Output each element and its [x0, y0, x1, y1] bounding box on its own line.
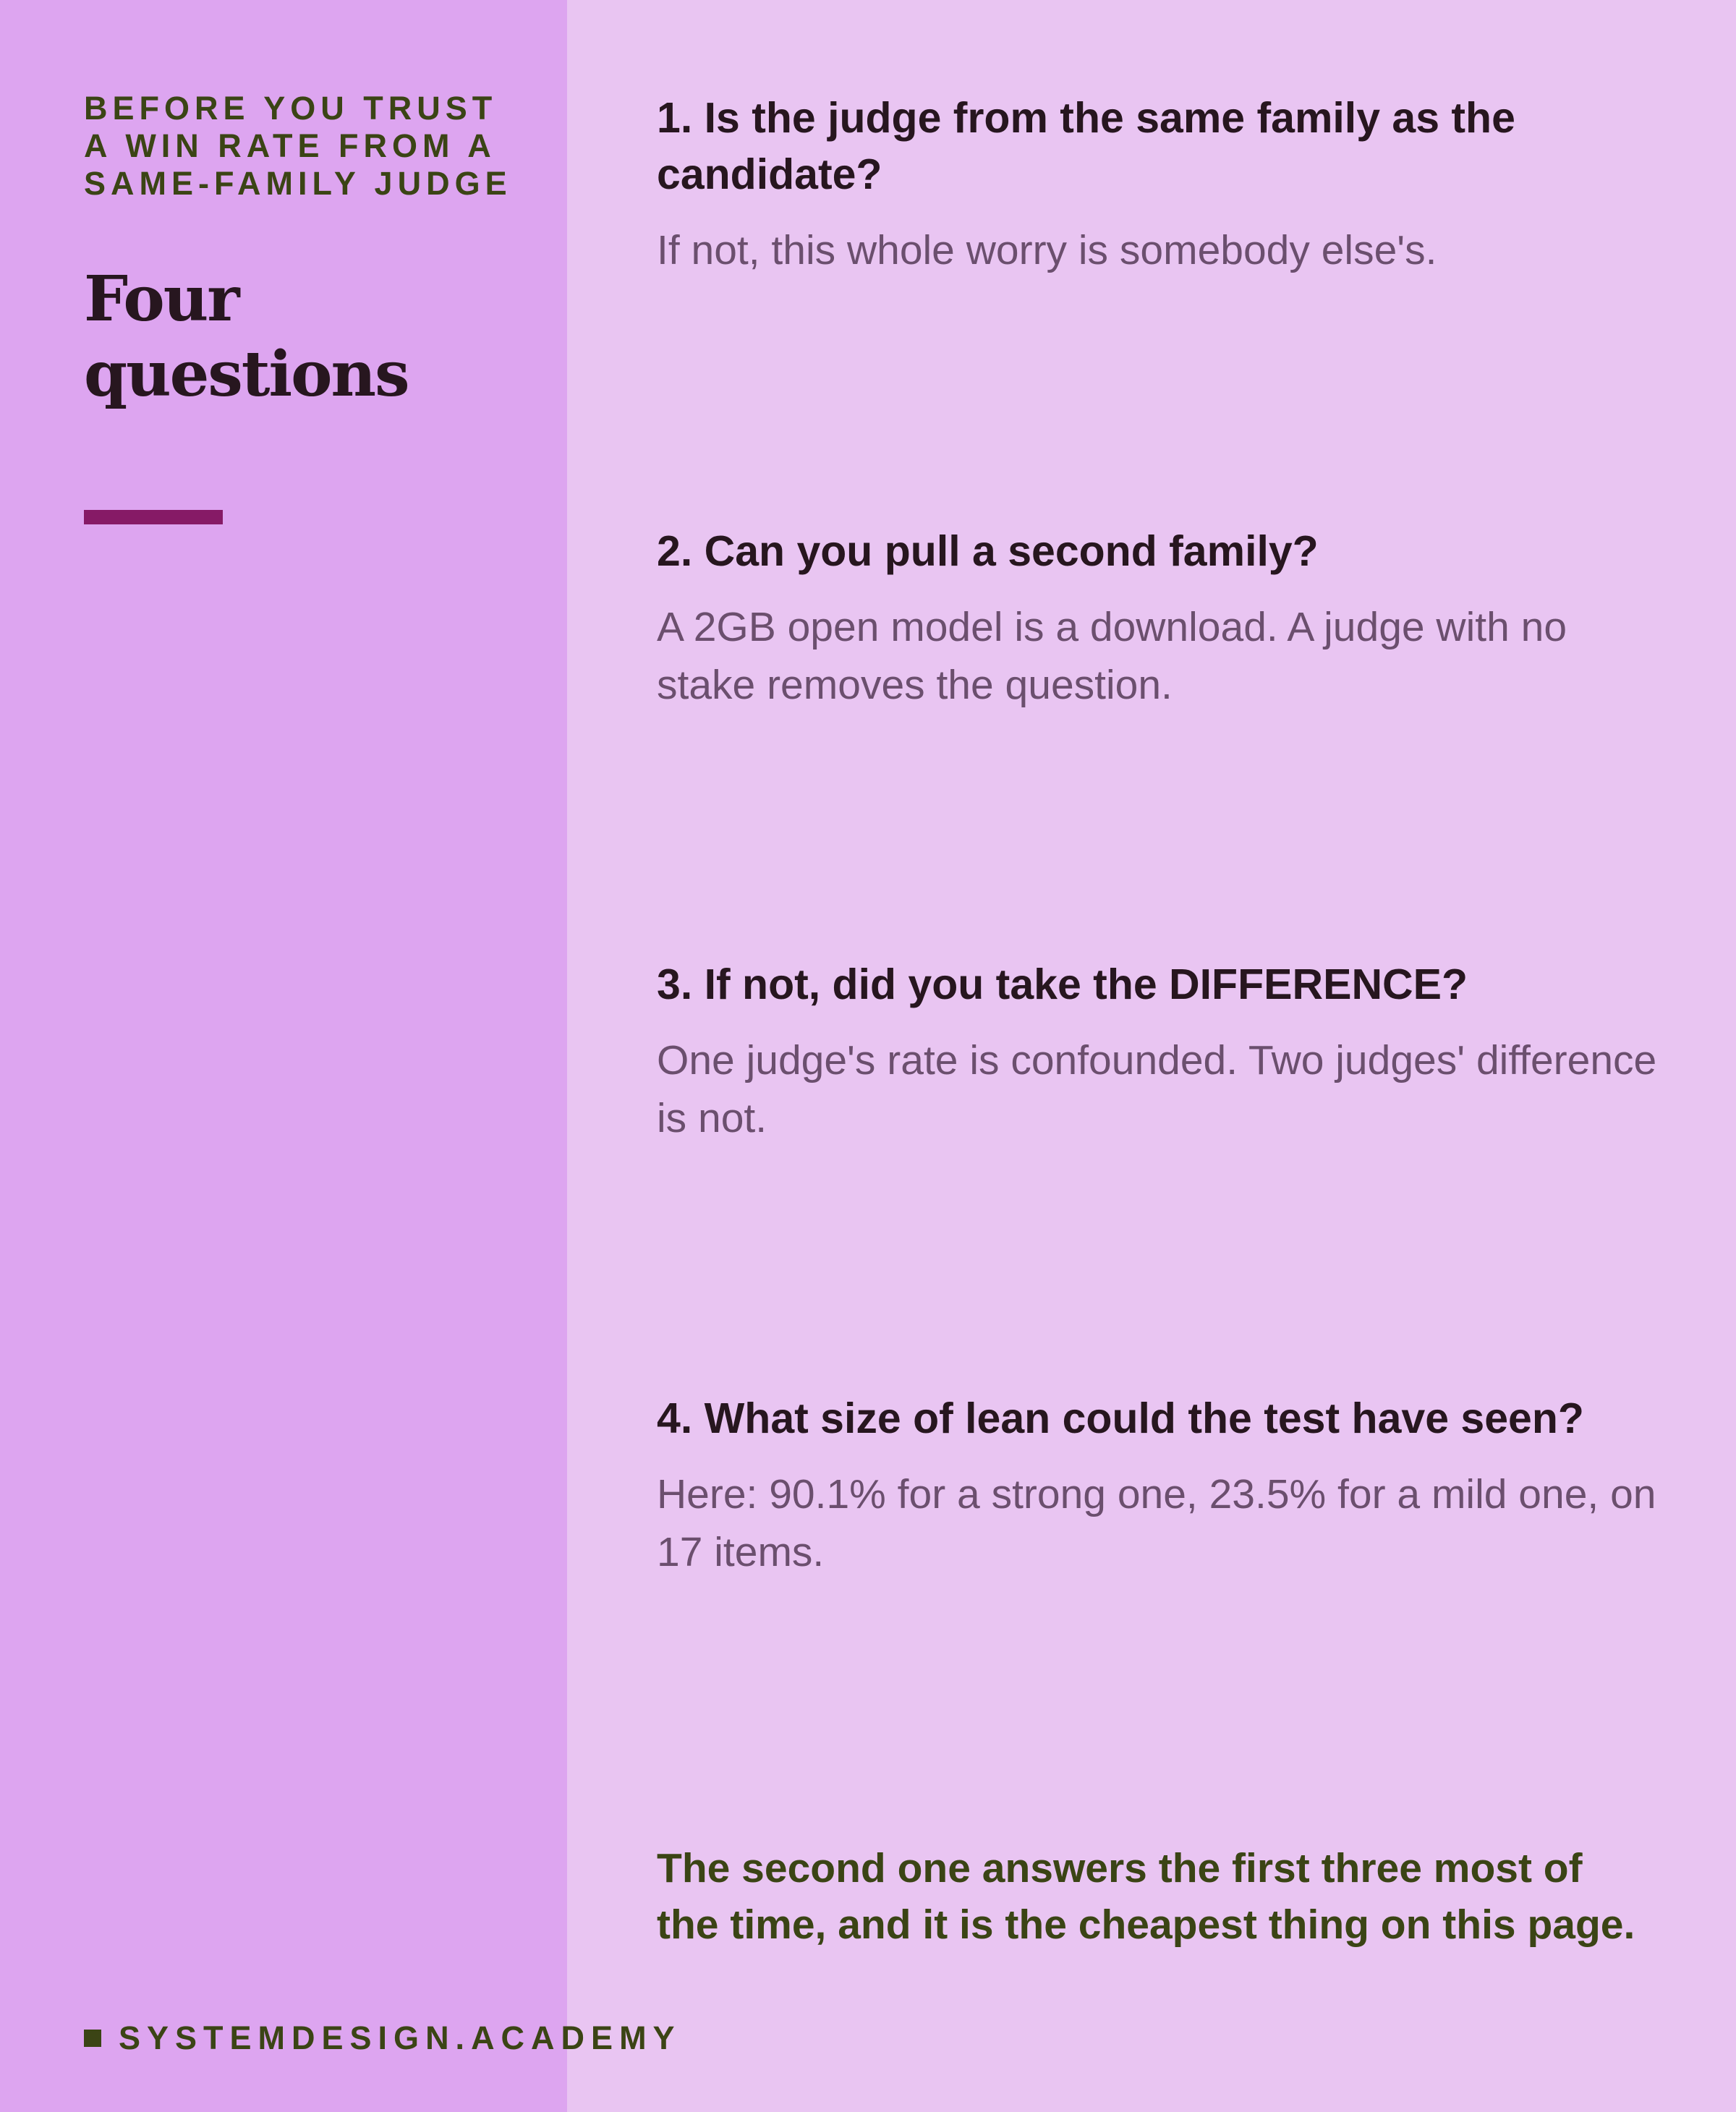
- question-1: [657, 90, 1669, 279]
- question-body: If not, this whole worry is somebody else's.: [657, 227, 1437, 273]
- accent-divider: [84, 510, 223, 524]
- question-heading: 1. Is the judge from the same family as the candidate?: [657, 94, 1515, 198]
- footer-brand: [84, 2018, 681, 2058]
- question-heading: 2. Can you pull a second family?: [657, 527, 1319, 575]
- question-heading: 3. If not, did you take the DIFFERENCE?: [657, 961, 1468, 1008]
- question-body: One judge's rate is confounded. Two judges' difference is not.: [657, 1037, 1657, 1141]
- conclusion-text: The second one answers the first three most of the time, and it is the cheapest thing on this page.: [657, 1845, 1635, 1948]
- question-body: Here: 90.1% for a strong one, 23.5% for a mild one, on 17 items.: [657, 1471, 1656, 1575]
- question-body: A 2GB open model is a download. A judge with no stake removes the question.: [657, 604, 1567, 708]
- question-4: [657, 1390, 1669, 1581]
- question-heading: 4. What size of lean could the test have seen?: [657, 1394, 1584, 1442]
- square-icon: [84, 2030, 101, 2047]
- brand-name: SYSTEMDESIGN.ACADEMY: [119, 2019, 681, 2056]
- question-2: [657, 523, 1669, 714]
- page-title: Four questions: [84, 263, 409, 411]
- question-3: [657, 956, 1669, 1147]
- eyebrow-label: BEFORE YOU TRUST A WIN RATE FROM A SAME-FAMILY JUDGE: [84, 90, 512, 202]
